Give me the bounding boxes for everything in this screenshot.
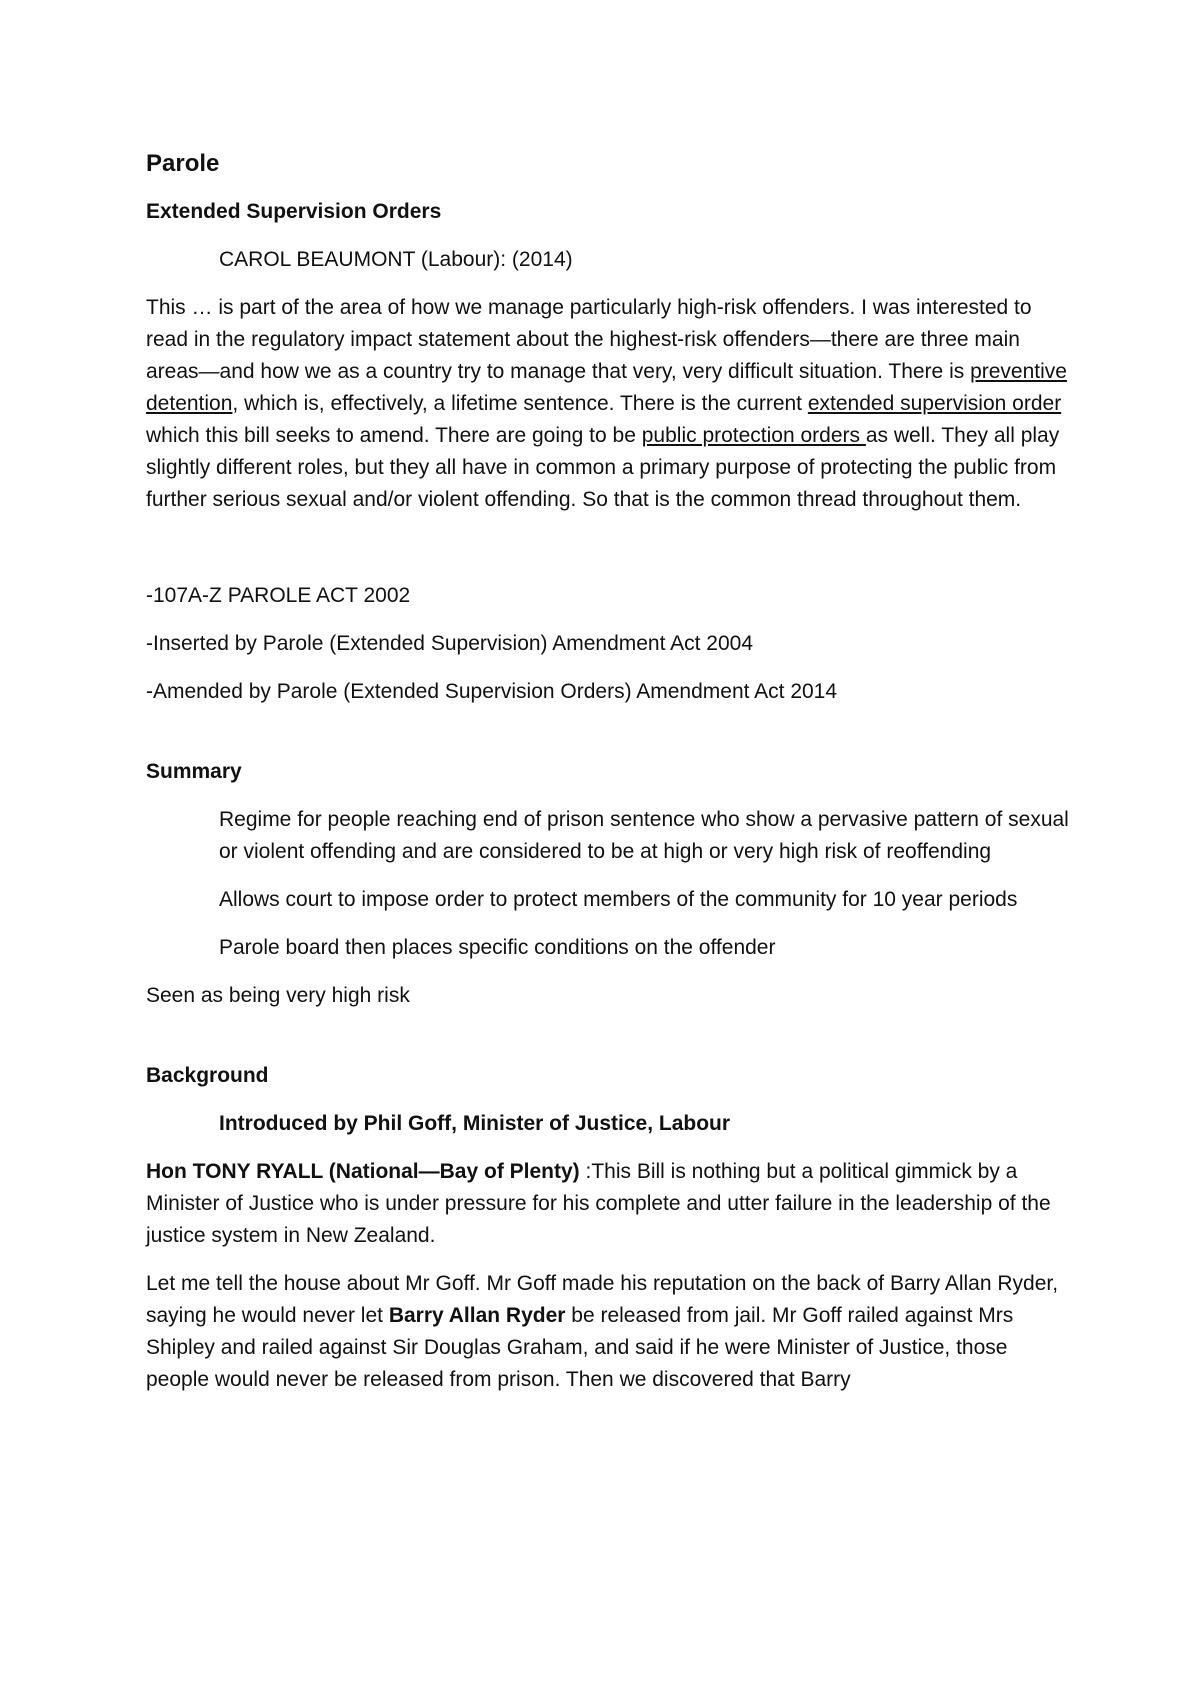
section-heading-extended-supervision: Extended Supervision Orders xyxy=(146,200,442,223)
list-item: Allows court to impose order to protect members of the community for 10 year periods xyxy=(219,888,1018,911)
bold-name: Barry Allan Ryder xyxy=(388,1304,566,1327)
quote-paragraph-beaumont: This … is part of the area of how we manage particularly high-risk offenders. I was interested to read in the regulatory impact statement about the highest-risk offenders—there are three main areas—and how we as a country try to manage that very, very difficult situation. There is preventive detention, which is, effectively, a lifetime sentence. There is the current extended supervision order which this bill seeks to amend. There are going to be public protection orders as well. They all play slightly different roles, but they all have in common a primary purpose of protecting the public from further serious sexual and/or violent offending. So that is the common thread throughout them. xyxy=(146,296,1067,511)
quote-paragraph-goff: Let me tell the house about Mr Goff. Mr Goff made his reputation on the back of Barry Allan Ryder, saying he would never let Barry Allan Ryder be released from jail. Mr Goff railed against Mrs Shipley and railed against Sir Douglas Graham, and said if he were Minister of Justice, those people would never be released from prison. Then we discovered that Barry xyxy=(146,1272,1059,1391)
underlined-term: extended supervision order xyxy=(807,392,1062,415)
list-item: Introduced by Phil Goff, Minister of Justice, Labour xyxy=(219,1112,731,1135)
list-item: Regime for people reaching end of prison sentence who show a pervasive pattern of sexual or violent offending and are considered to be at high or very high risk of reoffending xyxy=(219,808,1069,863)
section-heading-background: Background xyxy=(146,1064,269,1087)
underlined-term: preventive detention xyxy=(146,360,1067,415)
list-item: Parole board then places specific conditions on the offender xyxy=(219,936,776,959)
summary-note: Seen as being very high risk xyxy=(146,984,410,1007)
document-body xyxy=(146,148,1076,1412)
section-heading-summary: Summary xyxy=(146,760,242,783)
quote-paragraph-ryall: Hon TONY RYALL (National—Bay of Plenty) :This Bill is nothing but a political gimmick by a Minister of Justice who is under pressure for his complete and utter failure in the leadership of the justice system in New Zealand. xyxy=(146,1160,1051,1247)
list-item-speaker xyxy=(146,244,1076,276)
page-title: Parole xyxy=(146,150,220,177)
legislation-line: -Inserted by Parole (Extended Supervision) Amendment Act 2004 xyxy=(146,632,754,655)
legislation-line: -107A-Z PAROLE ACT 2002 xyxy=(146,584,411,607)
legislation-line: -Amended by Parole (Extended Supervision Orders) Amendment Act 2014 xyxy=(146,680,838,703)
underlined-term: public protection orders xyxy=(641,424,866,447)
speaker-name: Hon TONY RYALL (National—Bay of Plenty) xyxy=(146,1160,580,1183)
speaker-text: CAROL BEAUMONT (Labour): (2014) xyxy=(219,248,573,271)
